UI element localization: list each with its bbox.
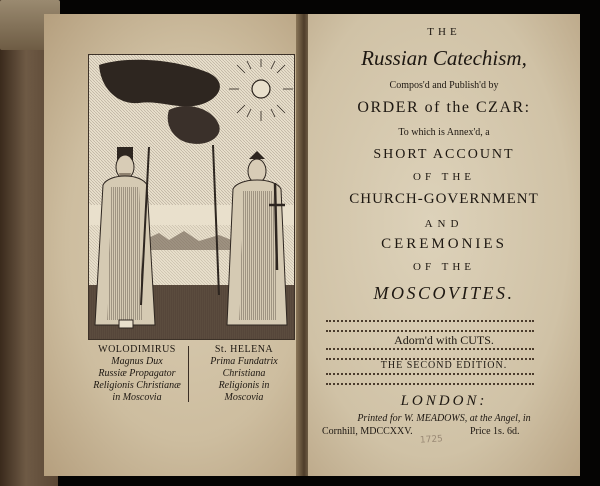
engraving-illustration xyxy=(89,55,294,339)
subtitle-composed: Compos'd and Publish'd by xyxy=(389,80,499,91)
caption-line: WOLODIMIRUS xyxy=(98,344,176,355)
subtitle-moscovites: MOSCOVITES. xyxy=(373,283,515,303)
caption-divider xyxy=(188,346,189,402)
imprint-printer: Printed for W. MEADOWS, at the Angel, in xyxy=(357,413,531,424)
caption-line: Magnus Dux xyxy=(111,356,163,367)
adorned-with-cuts: Adorn'd with CUTS. xyxy=(394,333,494,347)
pencil-annotation: 1725 xyxy=(419,434,444,446)
subtitle-church-government: CHURCH-GOVERNMENT xyxy=(349,191,539,207)
subtitle-short-account: SHORT ACCOUNT xyxy=(373,147,515,162)
caption-line: Christiana xyxy=(222,368,266,379)
caption-line: St. HELENA xyxy=(214,344,274,355)
caption-line: Religionis Christianæ xyxy=(93,380,181,391)
frontispiece-engraving xyxy=(88,54,295,340)
st-helena-caption xyxy=(192,344,296,404)
ornament-rule xyxy=(326,320,534,332)
imprint-price: Price 1s. 6d. xyxy=(470,426,520,437)
ornament-rule xyxy=(326,373,534,385)
imprint-date: Cornhill, MDCCXXV. xyxy=(322,426,413,437)
wolodimirus-caption xyxy=(82,344,192,404)
subtitle-of-the-2: OF THE xyxy=(413,261,475,273)
subtitle-and: AND xyxy=(424,218,464,230)
subtitle-order: ORDER of the CZAR: xyxy=(357,99,531,116)
subtitle-of-the: OF THE xyxy=(413,171,475,183)
caption-line: Russiæ Propagator xyxy=(98,368,176,379)
ornament-rule xyxy=(326,348,534,360)
title-the: THE xyxy=(427,26,461,38)
caption-line: Prima Fundatrix xyxy=(210,356,278,367)
subtitle-ceremonies: CEREMONIES xyxy=(381,236,507,252)
caption-line: Moscovia xyxy=(224,392,264,403)
subtitle-annexed: To which is Annex'd, a xyxy=(398,127,490,138)
caption-line: in Moscovia xyxy=(112,392,162,403)
caption-line: Religionis in xyxy=(218,380,270,391)
edition-line: THE SECOND EDITION. xyxy=(380,360,508,371)
main-title: Russian Catechism, xyxy=(361,46,527,70)
imprint-city: LONDON: xyxy=(400,393,488,409)
